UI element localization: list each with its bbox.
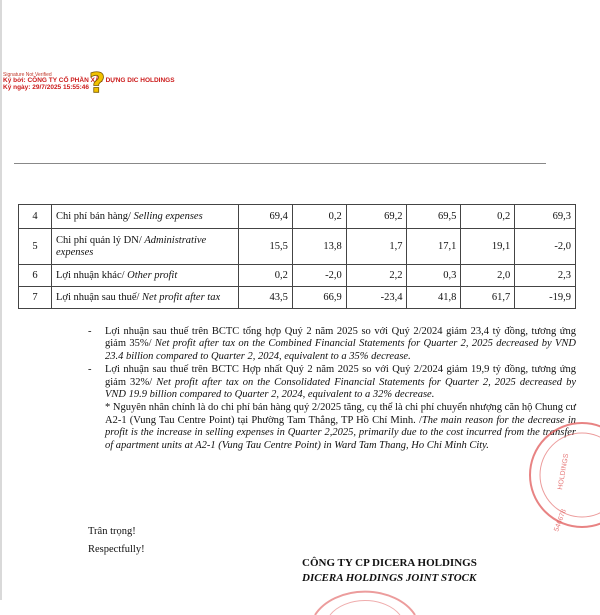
company-stamp-bottom (310, 575, 420, 615)
cell-value: 2,0 (461, 265, 515, 287)
cell-value: 2,2 (346, 265, 407, 287)
note-main-reason: * Nguyên nhân chính là do chi phí bán hàng quý 2/2025 tăng, cụ thể là chi phí chuyển nhượng căn hộ Chung cư A2-1 (Vung Tau Centre Point) tại Phường Tam Thắng, TP Hồ Chí Minh. /The main reason for the decrease in profit is the increase in selling expenses in Quarter 2,2025, primarily due to the cost incurred from the transfer of apartment units at A2-1 (Vung Tau Centre Point) in Ward Tam Thang, Ho Chi Minh City. (105, 402, 577, 451)
signature-date: Ký ngày: 29/7/2025 15:55:46 (3, 84, 89, 92)
cell-value: 0,2 (461, 205, 515, 229)
cell-value: 17,1 (407, 229, 461, 265)
cell-value: 2,3 (515, 265, 576, 287)
row-number: 7 (19, 287, 52, 309)
cell-value: 61,7 (461, 287, 515, 309)
cell-value: 19,1 (461, 229, 515, 265)
stamp-text-side: HOLDINGS (557, 453, 571, 491)
cell-value: 41,8 (407, 287, 461, 309)
table-row (19, 287, 576, 309)
cell-value: 69,2 (346, 205, 407, 229)
table-row (19, 229, 576, 265)
cell-value: 15,5 (239, 229, 293, 265)
row-item: Lợi nhuận sau thuế/ Net profit after tax (52, 287, 239, 309)
cell-value: 69,5 (407, 205, 461, 229)
explanation-notes (88, 326, 576, 452)
cell-value: -23,4 (346, 287, 407, 309)
cell-value: -19,9 (515, 287, 576, 309)
cell-value: 0,2 (292, 205, 346, 229)
cell-value: -2,0 (515, 229, 576, 265)
cell-value: 0,3 (407, 265, 461, 287)
row-number: 4 (19, 205, 52, 229)
closing-en: Respectfully! (88, 544, 145, 555)
page-edge (0, 0, 2, 600)
table-row (19, 265, 576, 287)
closing-vi: Trân trọng! (88, 526, 136, 537)
company-name-vi: CÔNG TY CP DICERA HOLDINGS (302, 557, 477, 569)
row-item: Chi phí bán hàng/ Selling expenses (52, 205, 239, 229)
note-consolidated: - Lợi nhuận sau thuế trên BCTC Hợp nhất Quý 2 năm 2025 so với Quý 2/2024 giảm 19,9 tỷ đồng, tương ứng giảm 32%/ Net profit after tax on the Consolidated Financial Statements for Quarter 2, 2025 decreased by VND 19.9 billion compared to Quarter 2, 2024, equivalent to a 32% decrease. (88, 364, 576, 401)
bullet-dash: - (88, 326, 92, 337)
cell-value: 43,5 (239, 287, 293, 309)
row-item: Lợi nhuận khác/ Other profit (52, 265, 239, 287)
company-name-en: DICERA HOLDINGS JOINT STOCK (302, 572, 477, 584)
header-rule (14, 163, 546, 164)
company-stamp (522, 410, 600, 540)
cell-value: 69,4 (239, 205, 293, 229)
cell-value: 66,9 (292, 287, 346, 309)
cell-value: -2,0 (292, 265, 346, 287)
signature-status: Signature Not Verified (3, 72, 52, 78)
note-combined: - Lợi nhuận sau thuế trên BCTC tổng hợp Quý 2 năm 2025 so với Quý 2/2024 giảm 23,4 tỷ đồng, tương ứng giảm 35%/ Net profit after tax on the Combined Financial Statements for Quarter 2, 2025 decreased by VND 23.4 billion compared to Quarter 2, 2024, equivalent to a 35% decrease. (88, 326, 576, 362)
row-number: 5 (19, 229, 52, 265)
row-item: Chi phí quản lý DN/ Administrative expenses (52, 229, 239, 265)
cell-value: 1,7 (346, 229, 407, 265)
row-number: 6 (19, 265, 52, 287)
signature-question-icon (86, 68, 110, 98)
table-row (19, 205, 576, 229)
closing (88, 523, 145, 559)
stamp-text-code: 546678 (553, 508, 568, 533)
cell-value: 69,3 (515, 205, 576, 229)
bullet-dash: - (88, 364, 92, 376)
signature-signer: Ký bởi: CÔNG TY CỔ PHẦN XÂY DỰNG DIC HOLDINGS (3, 77, 175, 85)
cell-value: 0,2 (239, 265, 293, 287)
financial-table (18, 204, 576, 309)
svg-text:?: ? (89, 68, 106, 98)
cell-value: 13,8 (292, 229, 346, 265)
